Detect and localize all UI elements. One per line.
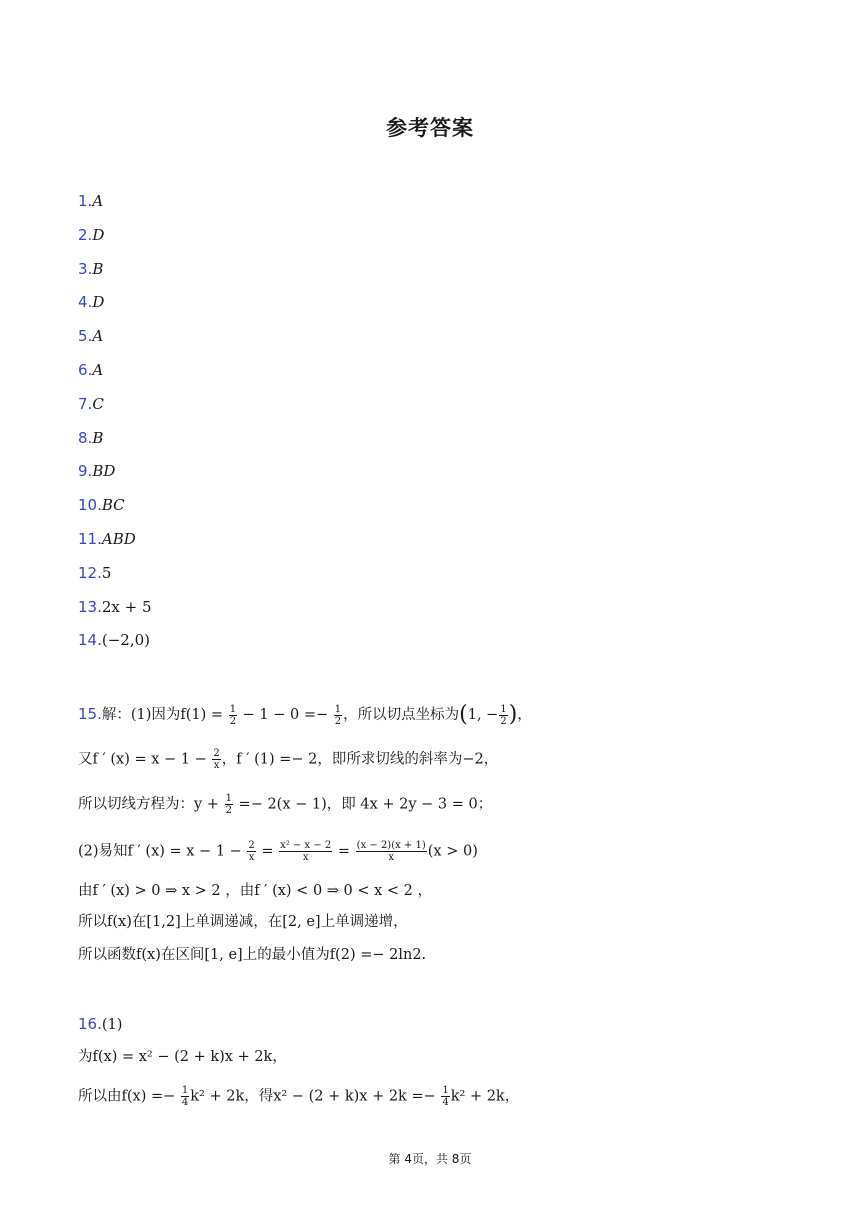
fraction: $\frac{2}{x}$ [213, 748, 220, 771]
answer-item [78, 563, 111, 583]
fraction: $\frac{1}{2}$ [334, 703, 342, 727]
answer-value: C [92, 394, 104, 413]
page-footer: 第 4页，共 8页 [388, 1152, 472, 1166]
q16-line-1: 为f(x) = x² − (2 + k)x + 2k， [78, 1049, 287, 1065]
answer-value: (−2,0) [101, 631, 150, 650]
q15-number: 15. [78, 705, 102, 723]
answer-number: 11. [78, 530, 102, 548]
answer-item [78, 326, 103, 346]
q15-line-4: (2)易知f ′ (x) = x − 1 − $\frac{2}{x}$ = $\frac{\text{x² − x − 2}}{x}$ = $\frac{(x - 2)(x + 1)}{x}$ (x > 0) [78, 840, 478, 863]
answer-value: A [92, 361, 104, 379]
fraction: $\frac{1}{4}$ [442, 1085, 449, 1108]
answer-number: 12. [78, 563, 102, 582]
answer-number: 6. [78, 361, 93, 379]
q15-line-2: 又f ′ (x) = x − 1 − $\frac{2}{x}$ ，f ′ (1) =− 2，即所求切线的斜率为−2， [78, 748, 499, 771]
answer-value: A [92, 192, 104, 210]
answer-value: BD [92, 462, 116, 481]
answer-number: 7. [78, 394, 93, 413]
answer-item [78, 495, 125, 515]
q15-line-3: 所以切线方程为：y + $\frac{1}{2}$ =− 2(x − 1)，即 4x + 2y − 3 = 0； [78, 793, 493, 816]
answer-item [78, 225, 104, 245]
answer-value: B [92, 259, 104, 278]
answer-item [78, 259, 103, 279]
q16-line-2: 所以由f(x) =− $\frac{1}{4}$ k² + 2k，得x² − (2 + k)x + 2k =− $\frac{1}{4}$ k² + 2k， [78, 1085, 520, 1108]
fraction: $\frac{1}{2}$ [225, 793, 232, 816]
answer-number: 3. [78, 259, 93, 278]
answer-number: 14. [78, 631, 102, 650]
fraction: $\frac{2}{x}$ [248, 840, 255, 863]
answer-item [78, 191, 103, 211]
answer-number: 4. [78, 293, 93, 312]
q15-line-5: 由f ′ (x) > 0 ⇒ x > 2 ，由f ′ (x) < 0 ⇒ 0 < x < 2 ， [78, 883, 433, 899]
fraction: $\frac{(x - 2)(x + 1)}{x}$ [356, 840, 426, 863]
answer-value: D [92, 225, 105, 244]
page-title: 参考答案 [386, 116, 474, 140]
q15-line-7: 所以函数f(x)在区间[1, e]上的最小值为f(2) =− 2ln2. [78, 947, 427, 963]
answer-value: B [92, 428, 104, 447]
answer-number: 8. [78, 428, 93, 447]
answer-item [78, 461, 115, 481]
answer-item [78, 529, 136, 549]
answer-value: 2x + 5 [101, 597, 152, 616]
answer-number: 1. [78, 192, 93, 210]
answer-number: 9. [78, 462, 93, 481]
answer-item [78, 630, 150, 650]
answer-item [78, 360, 103, 380]
q16-number: 16. [78, 1015, 102, 1033]
answer-value: A [92, 327, 104, 346]
answer-number: 10. [78, 496, 102, 515]
answer-number: 13. [78, 597, 102, 616]
answer-item [78, 394, 104, 414]
fraction: $\frac{1}{4}$ [181, 1085, 189, 1108]
answer-value: BC [101, 496, 125, 515]
fraction: $\frac{\text{x² − x − 2}}{x}$ [280, 840, 332, 863]
fraction: $\frac{1}{2}$ [500, 703, 507, 727]
answer-number: 2. [78, 225, 93, 244]
q15-line-1: 15.解：(1)因为f(1) = $\frac{1}{2}$ − 1 − 0 =− $\frac{1}{2}$ ，所以切点坐标为(1, − $\frac{1}{2}$ )， [78, 702, 532, 727]
answer-item [78, 428, 103, 448]
answer-value: ABD [101, 530, 136, 548]
q15-line-6: 所以f(x)在[1,2]上单调递减，在[2, e]上单调递增， [78, 914, 408, 930]
answer-value: D [92, 293, 105, 312]
q16-line-0: 16.(1) [78, 1015, 123, 1033]
answer-number: 5. [78, 327, 93, 346]
answer-item [78, 597, 152, 617]
answer-value: 5 [101, 563, 112, 582]
fraction: $\frac{1}{2}$ [229, 703, 237, 727]
answer-item [78, 292, 104, 312]
